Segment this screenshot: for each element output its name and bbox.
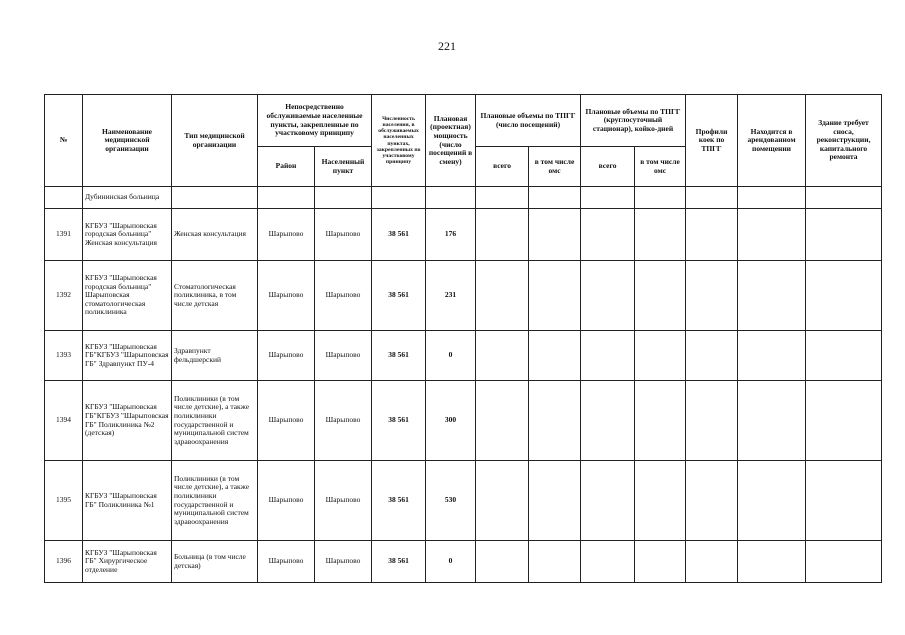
row-population: 38 561 <box>372 541 426 583</box>
row-visits-total <box>476 209 529 261</box>
row-visits-total <box>476 187 529 209</box>
row-beds-total <box>581 381 635 461</box>
row-type: Здравпункт фельдшерский <box>172 331 258 381</box>
row-repair <box>806 381 882 461</box>
row-visits-oms <box>529 187 581 209</box>
row-district: Шарыпово <box>258 461 315 541</box>
row-capacity: 300 <box>426 381 476 461</box>
table-row <box>45 461 882 541</box>
row-population: 38 561 <box>372 331 426 381</box>
table-row <box>45 541 882 583</box>
row-num: 1391 <box>45 209 83 261</box>
row-district: Шарыпово <box>258 381 315 461</box>
header-bed-profile: Профили коек по ТПГГ <box>686 95 738 187</box>
row-rented <box>738 541 806 583</box>
row-capacity: 530 <box>426 461 476 541</box>
row-num: 1395 <box>45 461 83 541</box>
row-beds-oms <box>635 381 686 461</box>
row-district: Шарыпово <box>258 541 315 583</box>
row-name: КГБУЗ "Шарыповская городская больница" Женская консультация <box>83 209 172 261</box>
table-row <box>45 331 882 381</box>
row-visits-oms <box>529 261 581 331</box>
header-district: Район <box>258 147 315 187</box>
row-visits-total <box>476 381 529 461</box>
row-beds-total <box>581 541 635 583</box>
row-rented <box>738 331 806 381</box>
row-capacity <box>426 187 476 209</box>
header-beds-total: всего <box>581 147 635 187</box>
row-settlement: Шарыпово <box>315 381 372 461</box>
row-visits-oms <box>529 331 581 381</box>
row-bed-profile <box>686 381 738 461</box>
row-num: 1393 <box>45 331 83 381</box>
row-visits-oms <box>529 381 581 461</box>
row-type <box>172 187 258 209</box>
row-visits-total <box>476 461 529 541</box>
table-row <box>45 381 882 461</box>
header-settlement: Населенный пункт <box>315 147 372 187</box>
row-capacity: 0 <box>426 541 476 583</box>
row-beds-total <box>581 261 635 331</box>
row-population: 38 561 <box>372 461 426 541</box>
header-population: Численность населения, в обслуживаемых населенных пунктах, закрепленных по участковому принципу <box>372 95 426 187</box>
row-name: КГБУЗ "Шарыповская ГБ" Хирургическое отделение <box>83 541 172 583</box>
row-repair <box>806 331 882 381</box>
row-beds-oms <box>635 461 686 541</box>
row-beds-total <box>581 209 635 261</box>
row-beds-oms <box>635 331 686 381</box>
header-served: Непосредственно обслуживаемые населенные пункты, закрепленные по участковому принципу <box>258 95 372 147</box>
row-visits-oms <box>529 541 581 583</box>
row-name: КГБУЗ "Шарыповская ГБ"КГБУЗ "Шарыповская ГБ" Поликлиника №2 (детская) <box>83 381 172 461</box>
row-repair <box>806 461 882 541</box>
row-visits-total <box>476 541 529 583</box>
row-district <box>258 187 315 209</box>
row-rented <box>738 209 806 261</box>
header-tpgg-visits: Плановые объемы по ТПГГ (число посещений) <box>476 95 581 147</box>
row-capacity: 176 <box>426 209 476 261</box>
row-beds-total <box>581 187 635 209</box>
row-name: Дубининская больница <box>83 187 172 209</box>
table-row <box>45 209 882 261</box>
row-district: Шарыпово <box>258 331 315 381</box>
row-bed-profile <box>686 541 738 583</box>
row-num: 1394 <box>45 381 83 461</box>
row-name: КГБУЗ "Шарыповская ГБ" Поликлиника №1 <box>83 461 172 541</box>
row-bed-profile <box>686 261 738 331</box>
header-capacity: Плановая (проектная) мощность (число посещений в смену) <box>426 95 476 187</box>
row-beds-total <box>581 331 635 381</box>
row-repair <box>806 541 882 583</box>
row-capacity: 0 <box>426 331 476 381</box>
row-district: Шарыпово <box>258 261 315 331</box>
row-population: 38 561 <box>372 261 426 331</box>
row-settlement: Шарыпово <box>315 209 372 261</box>
row-type: Женская консультация <box>172 209 258 261</box>
row-rented <box>738 261 806 331</box>
row-settlement: Шарыпово <box>315 331 372 381</box>
row-bed-profile <box>686 187 738 209</box>
medical-organizations-table <box>44 94 882 583</box>
row-rented <box>738 187 806 209</box>
header-type: Тип медицинской организации <box>172 95 258 187</box>
row-repair <box>806 187 882 209</box>
row-bed-profile <box>686 209 738 261</box>
row-population <box>372 187 426 209</box>
row-type: Поликлиники (в том числе детские), а также поликлиники государственной и муниципальной систем здравоохранения <box>172 461 258 541</box>
row-num <box>45 187 83 209</box>
row-type: Больница (в том числе детская) <box>172 541 258 583</box>
row-repair <box>806 261 882 331</box>
row-beds-oms <box>635 261 686 331</box>
row-bed-profile <box>686 461 738 541</box>
header-visits-oms: в том числе омс <box>529 147 581 187</box>
row-population: 38 561 <box>372 209 426 261</box>
row-beds-oms <box>635 209 686 261</box>
row-beds-oms <box>635 187 686 209</box>
row-beds-total <box>581 461 635 541</box>
row-capacity: 231 <box>426 261 476 331</box>
row-type: Поликлиники (в том числе детские), а также поликлиники государственной и муниципальной систем здравоохранения <box>172 381 258 461</box>
row-visits-oms <box>529 461 581 541</box>
row-beds-oms <box>635 541 686 583</box>
row-num: 1392 <box>45 261 83 331</box>
row-settlement: Шарыпово <box>315 261 372 331</box>
row-settlement <box>315 187 372 209</box>
header-tpgg-beds: Плановые объемы по ТПГГ (круглосуточный стационар), койко-дней <box>581 95 686 147</box>
page-number: 221 <box>438 39 456 53</box>
row-visits-total <box>476 331 529 381</box>
row-settlement: Шарыпово <box>315 541 372 583</box>
header-visits-total: всего <box>476 147 529 187</box>
row-rented <box>738 461 806 541</box>
row-settlement: Шарыпово <box>315 461 372 541</box>
header-repair: Здание требует сноса, реконструкции, капитального ремонта <box>806 95 882 187</box>
header-row-top <box>45 95 882 147</box>
row-rented <box>738 381 806 461</box>
row-num: 1396 <box>45 541 83 583</box>
row-visits-oms <box>529 209 581 261</box>
header-rented: Находится в арендованном помещении <box>738 95 806 187</box>
row-bed-profile <box>686 331 738 381</box>
header-num: № <box>45 95 83 187</box>
row-population: 38 561 <box>372 381 426 461</box>
header-beds-oms: в том числе омс <box>635 147 686 187</box>
row-repair <box>806 209 882 261</box>
row-visits-total <box>476 261 529 331</box>
header-name: Наименование медицинской организации <box>83 95 172 187</box>
row-name: КГБУЗ "Шарыповская городская больница" Шарыповская стоматологическая поликлиника <box>83 261 172 331</box>
row-district: Шарыпово <box>258 209 315 261</box>
table-row <box>45 261 882 331</box>
row-name: КГБУЗ "Шарыповская ГБ"КГБУЗ "Шарыповская ГБ" Здравпункт ПУ-4 <box>83 331 172 381</box>
row-type: Стоматологическая поликлиника, в том числе детская <box>172 261 258 331</box>
table-row <box>45 187 882 209</box>
